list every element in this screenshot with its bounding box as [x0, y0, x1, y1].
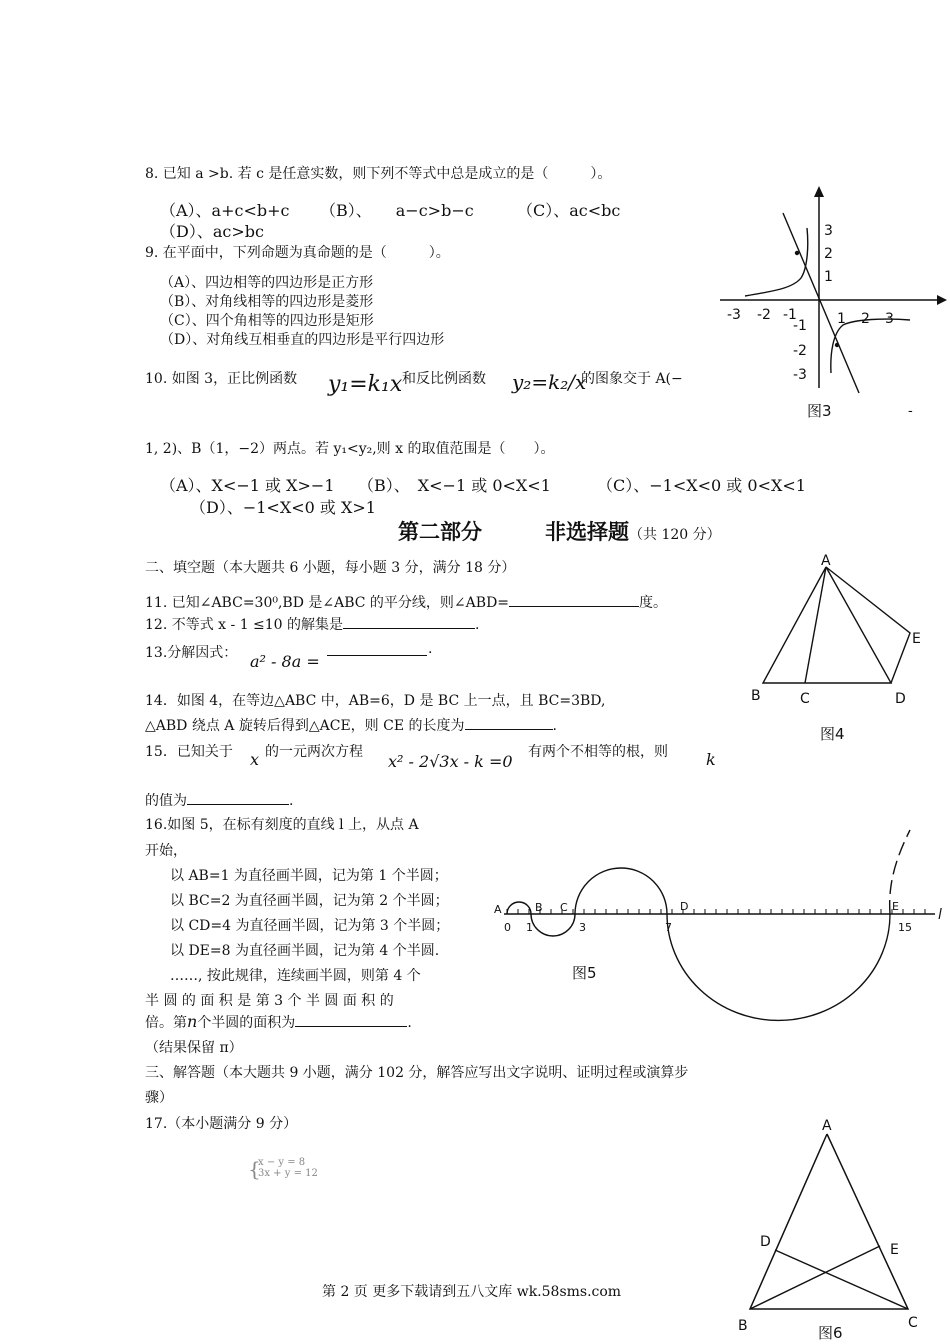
- q10-stem-a: 10. 如图 3，正比例函数: [145, 371, 298, 387]
- q14-tail: .: [552, 718, 557, 734]
- q15-var-k: k: [706, 750, 716, 769]
- q11-answer-blank[interactable]: [509, 592, 639, 607]
- q10-stem-b: 和反比例函数: [402, 371, 486, 387]
- q14-text: △ABD 绕点 A 旋转后得到△ACE，则 CE 的长度为: [145, 718, 465, 734]
- q10-formula-direct: y₁=k₁x: [328, 372, 403, 397]
- fig3-line-y1: [783, 213, 859, 393]
- q9-option-c: （C）、四个角相等的四边形是矩形: [160, 313, 374, 329]
- page-footer: 第 2 页 更多下载请到五八文库 wk.58sms.com: [322, 1284, 622, 1300]
- q12-line: [145, 614, 480, 634]
- part2-heading: [398, 516, 721, 546]
- q16-text-a: 倍。第: [145, 1015, 187, 1031]
- q11-tail: 度。: [639, 595, 668, 611]
- q16-answer-blank[interactable]: [295, 1012, 407, 1027]
- q15-part-b: 的一元两次方程: [265, 744, 363, 760]
- q16-line1: 16.如图 5，在标有刻度的直线 l 上，从点 A: [145, 817, 419, 833]
- q16-step-4: 以 DE=8 为直径画半圆，记为第 4 个半圆.: [170, 943, 440, 959]
- q17-heading: 17.（本小题满分 9 分）: [145, 1116, 298, 1132]
- fig3-ytick-1: 1: [824, 269, 833, 285]
- fig5-tick-7: 7: [665, 921, 672, 934]
- fig3-ytick-neg3: -3: [793, 367, 807, 383]
- fig6-label-c: C: [908, 1315, 918, 1331]
- q15-var-x: x: [250, 750, 260, 769]
- fig3-point-a: [795, 251, 799, 255]
- q16-tail: .: [407, 1015, 412, 1031]
- q15-text: 的值为: [145, 793, 187, 809]
- fig4-label-b: B: [751, 688, 761, 704]
- q12-answer-blank[interactable]: [343, 614, 475, 629]
- q13-expression: a² - 8a =: [250, 652, 320, 671]
- fig3-caption: 图3: [807, 402, 832, 420]
- fig5-tick-15: 15: [898, 921, 912, 934]
- fig6-segment-dc: [775, 1250, 908, 1309]
- fig3-point-b: [835, 343, 839, 347]
- q13-label: 13.分解因式：: [145, 645, 238, 661]
- fig4-label-d: D: [895, 691, 906, 707]
- q16-var-n: n: [187, 1012, 198, 1031]
- fig5-semicircle-2: [531, 914, 575, 936]
- q16-step-1: 以 AB=1 为直径画半圆，记为第 1 个半圆；: [170, 868, 448, 884]
- fig4-segment-ae-ed: [826, 567, 910, 683]
- q15-tail: .: [289, 793, 294, 809]
- stray-dash: -: [908, 403, 913, 419]
- q8-option-a: （A）、a+c<b+c: [160, 201, 290, 220]
- fig4-label-e: E: [912, 631, 921, 647]
- fig6-caption: 图6: [818, 1324, 843, 1342]
- fig3-y-arrow: [814, 186, 824, 197]
- q8-option-c: （C）、ac<bc: [517, 201, 621, 220]
- q10-option-b: （B）、 X<−1 或 0<X<1: [358, 476, 551, 495]
- part2-title: 第二部分 非选择题: [398, 519, 629, 544]
- figure-4: [745, 553, 925, 748]
- q9-option-b: （B）、对角线相等的四边形是菱形: [160, 294, 374, 310]
- fig4-label-a: A: [821, 553, 831, 569]
- q12-text: 12. 不等式 x - 1 ≤10 的解集是: [145, 617, 344, 633]
- q9-option-d: （D）、对角线互相垂直的四边形是平行四边形: [160, 332, 445, 348]
- fig5-tick-3: 3: [579, 921, 586, 934]
- section3-heading-line2: 骤）: [145, 1090, 173, 1106]
- fig4-triangle-abc: [763, 567, 891, 683]
- q10-option-d: （D）、−1<X<0 或 X>1: [190, 498, 376, 517]
- q10-option-a: （A）、X<−1 或 X>−1: [160, 476, 335, 495]
- fig3-xtick-neg1: -1: [783, 307, 797, 323]
- q8-option-d: （D）、ac>bc: [160, 222, 264, 241]
- fig5-tick-1: 1: [526, 921, 533, 934]
- q14-answer-blank[interactable]: [465, 715, 553, 730]
- fig3-xtick-2: 2: [861, 311, 870, 327]
- fig5-semicircle-4: [667, 914, 890, 1020]
- q17-eq2: 3x + y = 12: [258, 1168, 318, 1179]
- q16-step-2: 以 BC=2 为直径画半圆，记为第 2 个半圆；: [170, 893, 449, 909]
- fig3-ytick-neg1: -1: [793, 318, 807, 334]
- q12-tail: .: [475, 617, 480, 633]
- fig5-semicircle-1: [507, 902, 531, 914]
- q16-rule: ……, 按此规律，连续画半圆，则第 4 个: [170, 968, 421, 984]
- fig3-ytick-2: 2: [824, 246, 833, 262]
- fig6-triangle-abc: [750, 1134, 908, 1309]
- q9-option-a: （A）、四边相等的四边形是正方形: [160, 275, 374, 291]
- fig6-segment-eb: [750, 1246, 880, 1309]
- fig5-caption: 图5: [572, 964, 597, 982]
- q15-part-c: 有两个不相等的根，则: [528, 744, 668, 760]
- fig3-xtick-1: 1: [837, 311, 846, 327]
- q14-line1: 14．如图 4，在等边△ABC 中，AB=6，D 是 BC 上一点，且 BC=3BD,: [145, 693, 606, 709]
- q14-line2: [145, 715, 557, 735]
- figure-3: [715, 183, 950, 423]
- q16-step-3: 以 CD=4 为直径画半圆，记为第 3 个半圆；: [170, 918, 450, 934]
- fig4-label-c: C: [800, 691, 810, 707]
- q15-line2: [145, 790, 293, 810]
- fig6-label-d: D: [760, 1234, 771, 1250]
- fig3-ytick-neg2: -2: [793, 343, 807, 359]
- q16-text-b: 个半圆的面积为: [197, 1015, 296, 1031]
- q10-formula-inverse: y₂=k₂/x: [512, 370, 587, 394]
- fig4-caption: 图4: [820, 725, 845, 743]
- q8-stem: 8. 已知 a >b. 若 c 是任意实数，则下列不等式中总是成立的是（ ）。: [145, 166, 612, 182]
- fig3-hyperbola-right: [831, 319, 910, 373]
- q11-text: 11. 已知∠ABC=30⁰,BD 是∠ABC 的平分线，则∠ABD=: [145, 595, 510, 611]
- q17-eq1: x − y = 8: [258, 1157, 306, 1168]
- fig5-label-a: A: [494, 903, 502, 916]
- q10-stem-line2: 1, 2)、B（1，−2）两点。若 y₁<y₂,则 x 的取值范围是（ ）。: [145, 441, 555, 457]
- q10-stem-c: 的图象交于 A(−: [581, 371, 683, 387]
- q10-option-c: （C）、−1<X<0 或 0<X<1: [597, 476, 806, 495]
- fig6-label-b: B: [738, 1318, 748, 1334]
- q11-line: [145, 592, 667, 612]
- q13-answer-blank[interactable]: [327, 641, 427, 656]
- q17-brace: {: [248, 1157, 261, 1181]
- figure-5: [490, 825, 950, 1025]
- q16-note: （结果保留 π）: [145, 1040, 243, 1056]
- q16-line8: [145, 1012, 412, 1032]
- q15-part-a: 15．已知关于: [145, 744, 233, 760]
- q8-option-b: （B）、 a−c>b−c: [320, 201, 474, 220]
- section3-heading-line1: 三、解答题（本大题共 9 小题，满分 102 分，解答应写出文字说明、证明过程或演算步: [145, 1065, 689, 1081]
- fig5-label-b: B: [535, 901, 543, 914]
- fig5-label-d: D: [680, 900, 689, 913]
- fig3-xtick-neg2: -2: [757, 307, 771, 323]
- fig5-label-c: C: [560, 901, 568, 914]
- fig6-label-e: E: [890, 1242, 899, 1258]
- fig5-tick-0: 0: [504, 921, 511, 934]
- fig3-ytick-3: 3: [824, 223, 833, 239]
- fig3-xtick-3: 3: [885, 311, 894, 327]
- fig5-semicircle-3: [575, 868, 667, 914]
- fig5-line-label: l: [938, 907, 942, 923]
- fig3-x-arrow: [937, 295, 947, 305]
- fig3-xtick-neg3: -3: [727, 307, 741, 323]
- fig3-hyperbola-left: [745, 228, 808, 296]
- fig5-tick-marks: [507, 909, 925, 914]
- fig5-label-e: E: [892, 900, 899, 913]
- section2-heading: 二、填空题（本大题共 6 小题，每小题 3 分，满分 18 分）: [145, 560, 516, 576]
- fig4-segment-ac: [805, 567, 826, 683]
- part2-score: （共 120 分）: [629, 527, 721, 543]
- q16-line2: 开始，: [145, 843, 187, 859]
- q13-tail: .: [428, 641, 433, 657]
- fig6-label-a: A: [822, 1118, 832, 1134]
- q9-stem: 9. 在平面中，下列命题为真命题的是（ ）。: [145, 245, 450, 261]
- q15-equation: x² - 2√3x - k =0: [388, 752, 513, 771]
- figure-6: [730, 1112, 930, 1344]
- q16-line7: 半 圆 的 面 积 是 第 3 个 半 圆 面 积 的: [145, 993, 394, 1009]
- q15-answer-blank[interactable]: [187, 790, 289, 805]
